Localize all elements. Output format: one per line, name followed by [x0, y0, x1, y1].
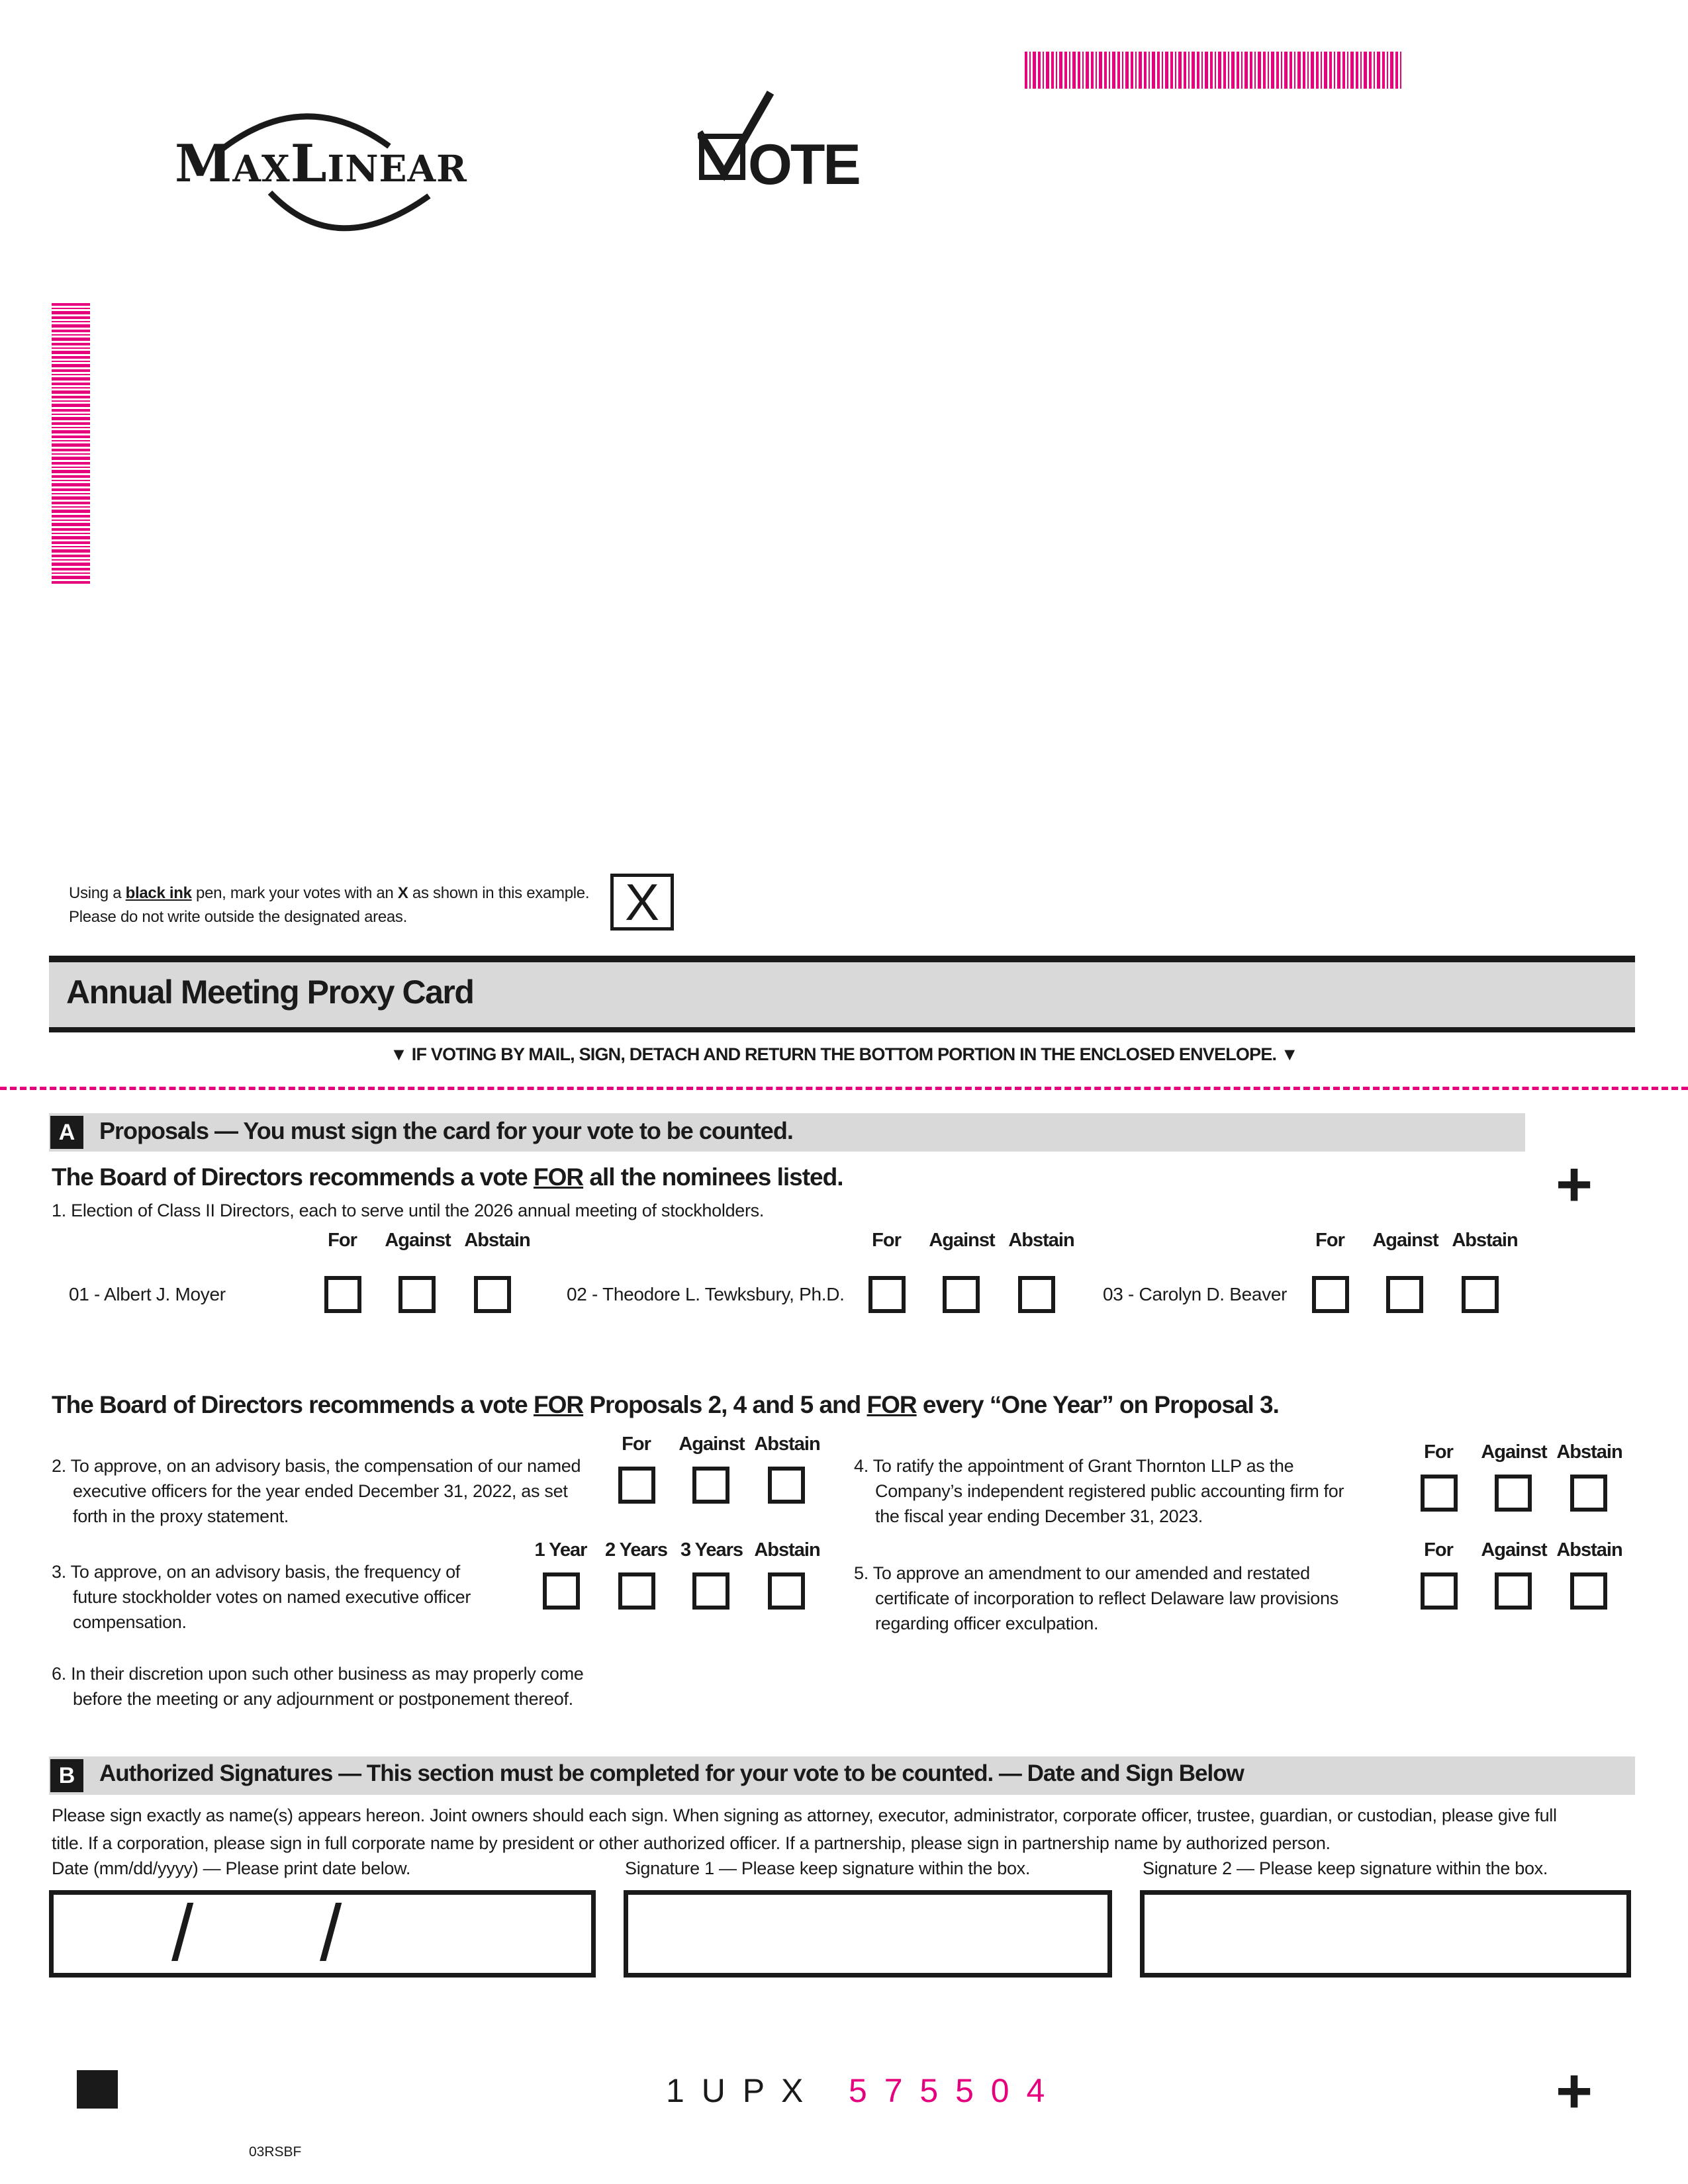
- signature-instructions-line-1: Please sign exactly as name(s) appears hereon. Joint owners should each sign. When signing as attorney, executor, administrator, corporate officer, trustee, guardian, or custodian, please give full: [52, 1805, 1557, 1825]
- mail-notice: [0, 1044, 1688, 1065]
- proposal-3-1year-header: 1 Year: [534, 1539, 587, 1561]
- card-title: Annual Meeting Proxy Card: [66, 974, 474, 1011]
- instructions-line-1: [69, 882, 589, 905]
- board-recommendation-2: [52, 1391, 1279, 1419]
- nominee-2-abstain-header: Abstain: [1008, 1230, 1074, 1251]
- nominee-2-for-header: For: [872, 1230, 901, 1251]
- nominee-2-against-header: Against: [929, 1230, 995, 1251]
- proposal-5-line-3: regarding officer exculpation.: [875, 1614, 1099, 1633]
- proposal-2-for-checkbox[interactable]: [618, 1467, 655, 1504]
- proposal-2-text: [52, 1453, 581, 1529]
- rec2-mid: Proposals 2, 4 and 5 and: [583, 1391, 867, 1418]
- title-rule-top: [49, 956, 1635, 962]
- example-mark-box: [610, 874, 674, 931]
- proposal-3-text: [52, 1559, 471, 1635]
- footer-code-left: 1 U P X: [666, 2072, 808, 2109]
- nominee-2-name: 02 - Theodore L. Tewksbury, Ph.D.: [567, 1284, 845, 1304]
- title-rule-bottom: [49, 1027, 1635, 1032]
- nominee-1-against-header: Against: [385, 1230, 451, 1251]
- proposal-6-text: [52, 1661, 584, 1711]
- proposal-2-against-header: Against: [679, 1433, 745, 1455]
- section-a-label: A: [50, 1116, 83, 1149]
- nominee-1-against-checkbox[interactable]: [399, 1276, 436, 1313]
- signature-instructions-line-2: title. If a corporation, please sign in full corporate name by president or other authorized officer. If a partnership, please sign in partnership name by authorized person.: [52, 1833, 1331, 1853]
- maxlinear-logo: [171, 90, 515, 242]
- proposal-4-for-header: For: [1424, 1441, 1453, 1463]
- proposal-2-line-1: 2. To approve, on an advisory basis, the compensation of our named: [52, 1456, 581, 1476]
- nominee-1-for-checkbox[interactable]: [324, 1276, 361, 1313]
- proposal-6-line-1: 6. In their discretion upon such other business as may properly come: [52, 1664, 584, 1684]
- proposal-5-against-checkbox[interactable]: [1495, 1572, 1532, 1610]
- arrow-down-icon: ▼: [390, 1044, 412, 1064]
- proposal-2-against-checkbox[interactable]: [692, 1467, 729, 1504]
- nominee-2-for-checkbox[interactable]: [868, 1276, 906, 1313]
- nominee-3-against-header: Against: [1372, 1230, 1438, 1251]
- date-separator-2: /: [320, 1889, 342, 1978]
- proposal-6-line-2: before the meeting or any adjournment or postponement thereof.: [73, 1689, 573, 1709]
- registration-plus-icon-bottom: +: [1556, 2056, 1593, 2126]
- nominee-1-for-header: For: [328, 1230, 357, 1251]
- proposal-4-abstain-checkbox[interactable]: [1570, 1475, 1607, 1512]
- proposal-4-against-header: Against: [1481, 1441, 1547, 1463]
- rec2-for-1: FOR: [533, 1391, 584, 1418]
- signature-1-label: Signature 1 — Please keep signature within the box.: [625, 1858, 1031, 1878]
- nominee-2-abstain-checkbox[interactable]: [1018, 1276, 1055, 1313]
- proposal-3-3years-checkbox[interactable]: [692, 1572, 729, 1610]
- detach-line: [0, 1087, 1688, 1090]
- proposal-5-abstain-checkbox[interactable]: [1570, 1572, 1607, 1610]
- top-barcode: [1025, 52, 1402, 89]
- form-id: 03RSBF: [249, 2144, 302, 2160]
- instr-black-ink: black ink: [125, 884, 192, 902]
- signature-2-box[interactable]: [1140, 1890, 1631, 1978]
- proposal-3-abstain-checkbox[interactable]: [768, 1572, 805, 1610]
- proposal-2-abstain-header: Abstain: [754, 1433, 820, 1455]
- proposal-5-abstain-header: Abstain: [1556, 1539, 1622, 1561]
- proposal-5-line-2: certificate of incorporation to reflect Delaware law provisions: [875, 1588, 1338, 1608]
- nominee-2-against-checkbox[interactable]: [943, 1276, 980, 1313]
- signature-2-label: Signature 2 — Please keep signature within the box.: [1143, 1858, 1548, 1878]
- section-b-title: Authorized Signatures — This section must be completed for your vote to be counted. — Date and Sign Below: [99, 1760, 1244, 1786]
- registration-square-icon: [77, 2070, 118, 2109]
- instructions: [69, 882, 589, 929]
- example-x-icon: X: [624, 873, 660, 931]
- proposal-3-1year-checkbox[interactable]: [543, 1572, 580, 1610]
- proposal-3-line-2: future stockholder votes on named executive officer: [73, 1587, 471, 1607]
- signature-instructions: [52, 1801, 1654, 1857]
- section-a-title: Proposals — You must sign the card for your vote to be counted.: [99, 1117, 793, 1144]
- proposal-5-text: [854, 1561, 1338, 1636]
- proposal-5-against-header: Against: [1481, 1539, 1547, 1561]
- proposal-5-for-checkbox[interactable]: [1421, 1572, 1458, 1610]
- instr-mid: pen, mark your votes with an: [191, 884, 398, 902]
- proposal-4-line-3: the fiscal year ending December 31, 2023.: [875, 1506, 1203, 1526]
- proposal-4-line-2: Company’s independent registered public accounting firm for: [875, 1481, 1344, 1501]
- rec2-pre: The Board of Directors recommends a vote: [52, 1391, 534, 1418]
- instr-x: X: [397, 884, 408, 902]
- proposal-5-for-header: For: [1424, 1539, 1453, 1561]
- nominee-3-name: 03 - Carolyn D. Beaver: [1103, 1284, 1288, 1304]
- proposal-2-line-3: forth in the proxy statement.: [73, 1506, 289, 1526]
- nominee-3-abstain-header: Abstain: [1452, 1230, 1518, 1251]
- proposal-3-line-1: 3. To approve, on an advisory basis, the frequency of: [52, 1562, 460, 1582]
- proposal-4-for-checkbox[interactable]: [1421, 1475, 1458, 1512]
- vote-logo: [698, 89, 896, 195]
- proposal-1-text: 1. Election of Class II Directors, each to serve until the 2026 annual meeting of stockholders.: [52, 1201, 765, 1220]
- nominee-1-abstain-header: Abstain: [464, 1230, 530, 1251]
- mail-notice-text: IF VOTING BY MAIL, SIGN, DETACH AND RETURN THE BOTTOM PORTION IN THE ENCLOSED ENVELOPE.: [411, 1044, 1277, 1064]
- proposal-3-3years-header: 3 Years: [680, 1539, 743, 1561]
- signature-1-box[interactable]: [624, 1890, 1112, 1978]
- date-label: Date (mm/dd/yyyy) — Please print date below.: [52, 1858, 411, 1878]
- proposal-2-line-2: executive officers for the year ended December 31, 2022, as set: [73, 1481, 568, 1501]
- rec1-pre: The Board of Directors recommends a vote: [52, 1163, 534, 1191]
- nominee-1-name: 01 - Albert J. Moyer: [69, 1284, 226, 1304]
- nominee-3-against-checkbox[interactable]: [1386, 1276, 1423, 1313]
- rec1-post: all the nominees listed.: [583, 1163, 843, 1191]
- side-barcode: [52, 303, 90, 584]
- proposal-4-abstain-header: Abstain: [1556, 1441, 1622, 1463]
- proposal-3-abstain-header: Abstain: [754, 1539, 820, 1561]
- proposal-2-abstain-checkbox[interactable]: [768, 1467, 805, 1504]
- date-input-box[interactable]: [49, 1890, 596, 1978]
- footer-code-right: 5 7 5 5 0 4: [849, 2072, 1049, 2109]
- company-name: MaxLinear: [175, 134, 467, 194]
- proposal-3-2years-checkbox[interactable]: [618, 1572, 655, 1610]
- instr-post: as shown in this example.: [408, 884, 590, 902]
- nominee-3-for-header: For: [1315, 1230, 1344, 1251]
- date-separator-1: /: [171, 1889, 194, 1978]
- nominee-1-abstain-checkbox[interactable]: [474, 1276, 511, 1313]
- rec1-for: FOR: [533, 1163, 584, 1191]
- registration-plus-icon: +: [1556, 1149, 1593, 1220]
- arrow-down-icon: ▼: [1276, 1044, 1298, 1064]
- proposal-5-line-1: 5. To approve an amendment to our amended and restated: [854, 1563, 1310, 1583]
- nominee-3-abstain-checkbox[interactable]: [1462, 1276, 1499, 1313]
- proposal-2-for-header: For: [622, 1433, 651, 1455]
- proposal-4-text: [854, 1453, 1344, 1529]
- proposal-3-line-3: compensation.: [73, 1612, 187, 1632]
- board-recommendation-1: [52, 1163, 843, 1191]
- instructions-line-2: Please do not write outside the designated areas.: [69, 908, 407, 926]
- proposal-4-against-checkbox[interactable]: [1495, 1475, 1532, 1512]
- instr-pre: Using a: [69, 884, 126, 902]
- section-b-label: B: [50, 1759, 83, 1792]
- proposal-4-line-1: 4. To ratify the appointment of Grant Thornton LLP as the: [854, 1456, 1294, 1476]
- vote-word: OTE: [748, 133, 859, 197]
- nominee-3-for-checkbox[interactable]: [1312, 1276, 1349, 1313]
- rec2-for-2: FOR: [867, 1391, 917, 1418]
- rec2-post: every “One Year” on Proposal 3.: [916, 1391, 1279, 1418]
- proposal-3-2years-header: 2 Years: [604, 1539, 668, 1561]
